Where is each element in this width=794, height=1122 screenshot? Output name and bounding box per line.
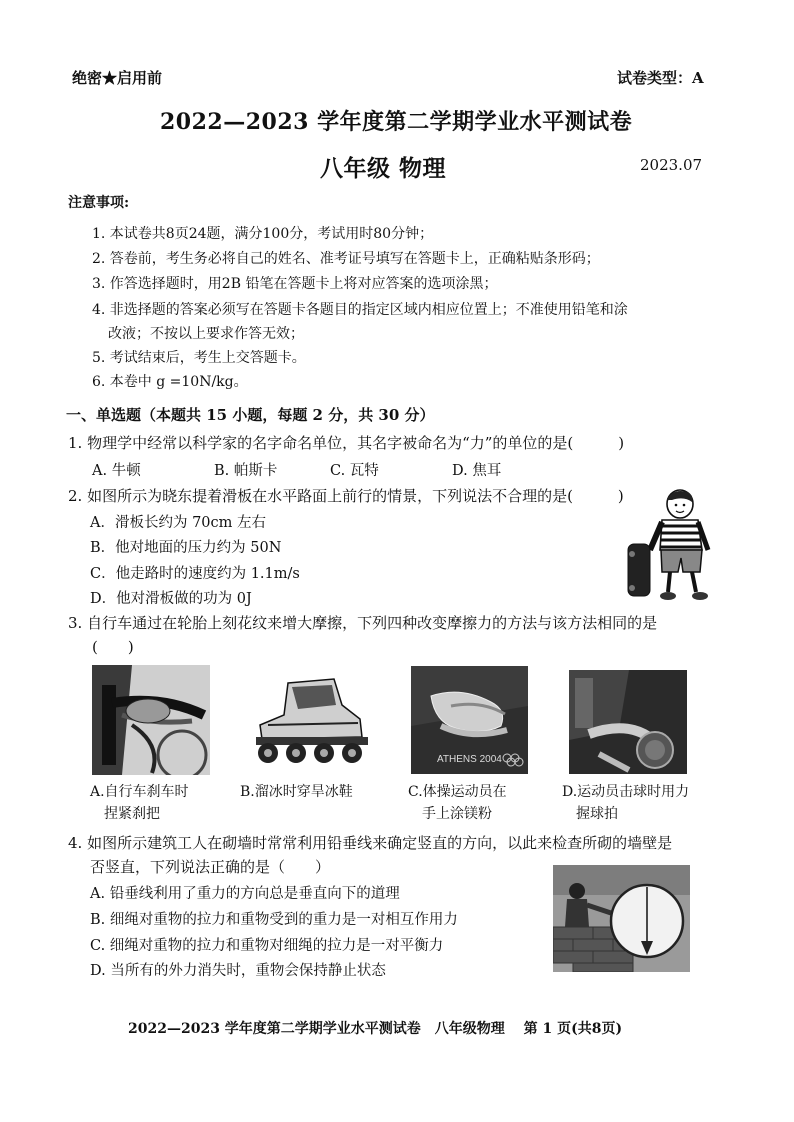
q4-option-d: D. 当所有的外力消失时，重物会保持静止状态 bbox=[90, 963, 386, 979]
exam-date: 2023.07 bbox=[640, 156, 703, 174]
notice-item: 2. 答卷前，考生务必将自己的姓名、准考证号填写在答题卡上，正确粘贴条形码； bbox=[92, 251, 600, 267]
racket-grip-photo bbox=[569, 670, 687, 774]
q2-option-b: B．他对地面的压力约为 50N bbox=[90, 540, 282, 556]
q3-caption-a: A.自行车刹车时 捏紧刹把 bbox=[90, 784, 189, 822]
q4-option-a: A. 铅垂线利用了重力的方向总是垂直向下的道理 bbox=[90, 886, 400, 902]
q2-option-a: A．滑板长约为 70cm 左右 bbox=[90, 515, 267, 531]
q4-option-c: C. 细绳对重物的拉力和重物对细绳的拉力是一对平衡力 bbox=[90, 938, 444, 954]
exam-subject: 八年级 物理 bbox=[320, 155, 447, 182]
notice-item: 5. 考试结束后，考生上交答题卡。 bbox=[92, 350, 306, 366]
question-1-stem: 1. 物理学中经常以科学家的名字命名单位，其名字被命名为“力”的单位的是( ) bbox=[68, 434, 625, 452]
q3-caption-c: C.体操运动员在 手上涂镁粉 bbox=[408, 784, 507, 822]
question-3-paren: ( ) bbox=[92, 638, 134, 656]
notice-item: 改液；不按以上要求作答无效； bbox=[108, 326, 304, 342]
question-3-stem: 3. 自行车通过在轮胎上刻花纹来增大摩擦，下列四种改变摩擦力的方法与该方法相同的是 bbox=[68, 614, 658, 632]
notice-item: 6. 本卷中 g =10N/kg。 bbox=[92, 374, 248, 390]
exam-title: 2022—2023 学年度第二学期学业水平测试卷 bbox=[160, 109, 633, 135]
paper-type-label: 试卷类型：A bbox=[617, 69, 704, 87]
notice-item: 1. 本试卷共8页24题，满分100分，考试用时80分钟； bbox=[92, 226, 434, 242]
q3-caption-d: D.运动员击球时用力 握球拍 bbox=[562, 784, 690, 822]
question-2-stem: 2. 如图所示为晓东提着滑板在水平路面上前行的情景，下列说法不合理的是( ) bbox=[68, 487, 624, 505]
plumb-line-photo bbox=[553, 865, 690, 972]
notice-item: 4. 非选择题的答案必须写在答题卡各题目的指定区域内相应位置上；不准使用铅笔和涂 bbox=[92, 302, 628, 318]
page-footer: 2022—2023 学年度第二学期学业水平测试卷 八年级物理 第 1 页(共8页) bbox=[128, 1021, 623, 1037]
confidential-label: 绝密★启用前 bbox=[72, 69, 163, 87]
boy-with-skateboard-figure bbox=[622, 488, 722, 608]
q2-option-c: C．他走路时的速度约为 1.1m/s bbox=[90, 566, 300, 582]
question-4-stem-cont: 否竖直，下列说法正确的是（ ） bbox=[90, 858, 331, 876]
q1-option-c: C. 瓦特 bbox=[330, 463, 379, 479]
bicycle-brake-photo bbox=[92, 665, 210, 775]
athens-logo-text: ATHENS 2004 bbox=[437, 754, 502, 765]
gymnast-chalk-photo bbox=[411, 666, 528, 774]
section-title: 一、单选题（本题共 15 小题，每题 2 分，共 30 分） bbox=[66, 406, 435, 424]
q2-option-d: D．他对滑板做的功为 0J bbox=[90, 591, 252, 607]
q4-option-b: B. 细绳对重物的拉力和重物受到的重力是一对相互作用力 bbox=[90, 912, 458, 928]
notice-item: 3. 作答选择题时，用2B 铅笔在答题卡上将对应答案的选项涂黑； bbox=[92, 276, 498, 292]
q1-option-d: D. 焦耳 bbox=[452, 463, 502, 479]
q1-option-b: B. 帕斯卡 bbox=[214, 463, 278, 479]
question-4-stem: 4. 如图所示建筑工人在砌墙时常常利用铅垂线来确定竖直的方向，以此来检查所砌的墙壁是 bbox=[68, 834, 673, 852]
inline-skate-photo bbox=[238, 675, 378, 767]
notice-heading: 注意事项: bbox=[68, 195, 130, 211]
q1-option-a: A. 牛顿 bbox=[92, 463, 141, 479]
q3-caption-b: B.溜冰时穿旱冰鞋 bbox=[240, 784, 353, 800]
